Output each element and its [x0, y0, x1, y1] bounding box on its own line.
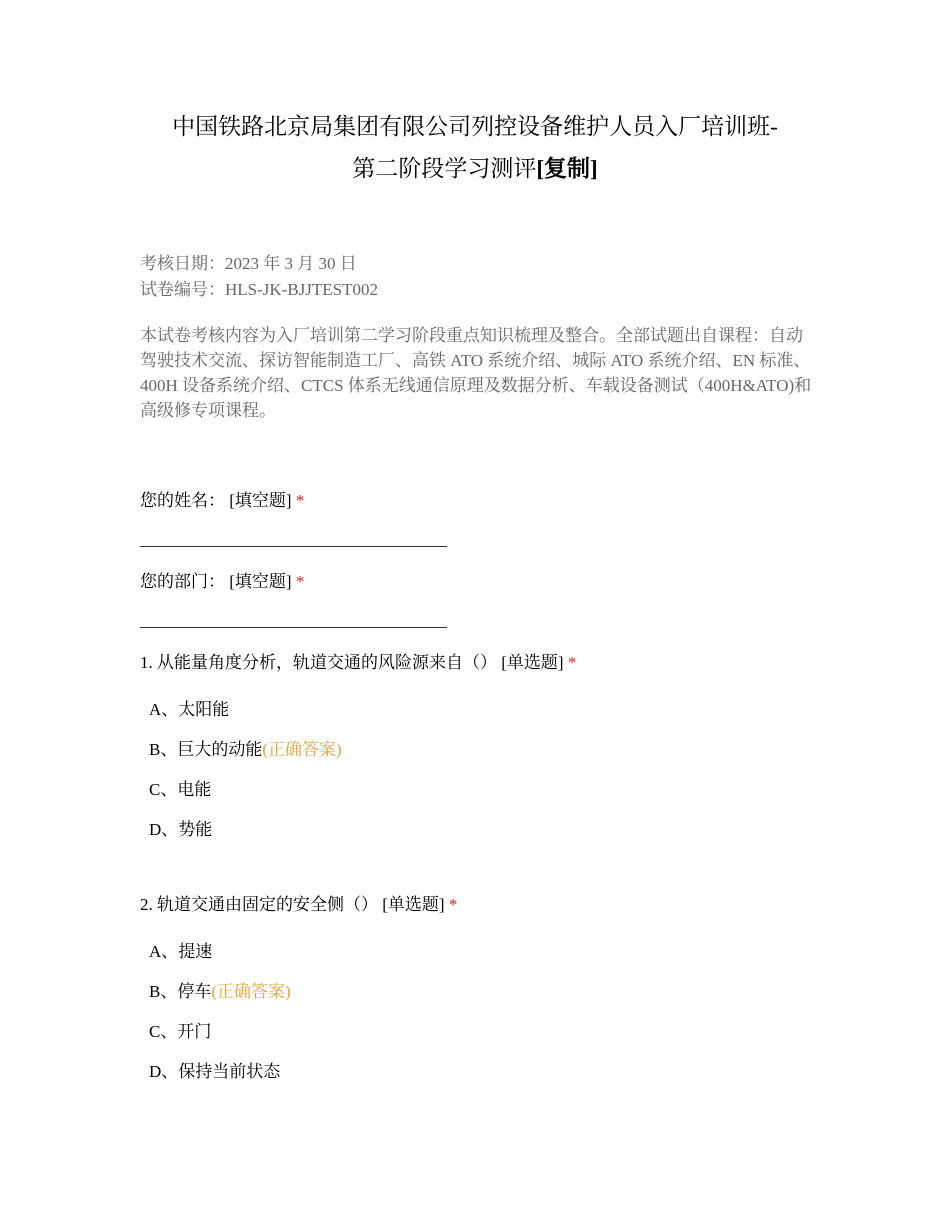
exam-description: 本试卷考核内容为入厂培训第二学习阶段重点知识梳理及整合。全部试题出自课程：自动驾驶技术交流、探访智能制造工厂、高铁 ATO 系统介绍、城际 ATO 系统介绍、EN 标准、400H 设备系统介绍、CTCS 体系无线通信原理及数据分析、车载设备测试（400H&ATO)和高级修专项课程。	[140, 326, 812, 420]
correct-answer-tag: (正确答案)	[211, 982, 291, 1001]
question-2	[140, 893, 457, 917]
exam-meta	[140, 251, 378, 303]
question-1-option-d[interactable]	[149, 818, 212, 842]
question-text: 2. 轨道交通由固定的安全侧（）	[140, 895, 378, 914]
field-type: [填空题]	[229, 572, 292, 591]
page-title	[140, 106, 810, 190]
option-text: B、停车	[149, 982, 212, 1001]
option-text: B、巨大的动能	[149, 740, 263, 759]
title-line-2	[140, 148, 810, 190]
required-marker: *	[448, 895, 458, 914]
field-type: [填空题]	[229, 491, 292, 510]
correct-answer-tag: (正确答案)	[262, 740, 342, 759]
question-type: [单选题]	[382, 895, 445, 914]
required-marker: *	[567, 653, 577, 672]
required-marker: *	[295, 491, 305, 510]
question-1-option-c[interactable]	[149, 778, 211, 802]
option-text: D、保持当前状态	[149, 1062, 281, 1081]
option-text: A、太阳能	[149, 700, 230, 719]
field-label: 您的部门：	[140, 572, 225, 591]
question-2-option-d[interactable]	[149, 1060, 280, 1084]
question-type: [单选题]	[501, 653, 564, 672]
question-text: 1. 从能量角度分析，轨道交通的风险源来自（）	[140, 653, 497, 672]
option-text: C、电能	[149, 780, 212, 799]
field-label: 您的姓名：	[140, 491, 225, 510]
name-input-line[interactable]	[140, 546, 447, 547]
exam-date: 考核日期：2023 年 3 月 30 日	[140, 254, 357, 273]
question-1-option-b[interactable]	[149, 738, 342, 762]
question-1	[140, 651, 576, 675]
option-text: A、提速	[149, 942, 213, 961]
required-marker: *	[295, 572, 305, 591]
question-1-option-a[interactable]	[149, 698, 229, 722]
option-text: D、势能	[149, 820, 213, 839]
question-2-option-b[interactable]	[149, 980, 291, 1004]
department-input-line[interactable]	[140, 627, 447, 628]
question-2-option-c[interactable]	[149, 1020, 211, 1044]
title-main: 第二阶段学习测评	[352, 156, 537, 181]
question-2-option-a[interactable]	[149, 940, 212, 964]
copy-tag: [复制]	[536, 156, 598, 181]
title-line-1: 中国铁路北京局集团有限公司列控设备维护人员入厂培训班-	[172, 114, 778, 139]
department-field-label	[140, 570, 304, 594]
name-field-label	[140, 489, 304, 513]
option-text: C、开门	[149, 1022, 212, 1041]
paper-id: 试卷编号：HLS-JK-BJJTEST002	[140, 280, 379, 299]
